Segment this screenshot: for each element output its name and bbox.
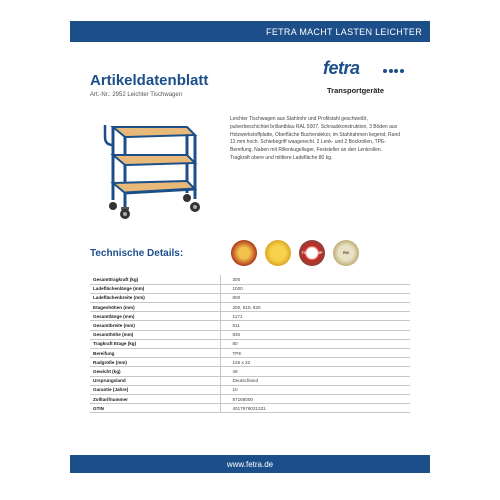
spec-label: GTIN bbox=[90, 404, 220, 413]
totalstop-seal-icon bbox=[299, 240, 325, 266]
spec-value: 1171 bbox=[220, 312, 410, 321]
quality-seal-icon bbox=[231, 240, 257, 266]
spec-value: 4017976021331 bbox=[220, 404, 410, 413]
logo-tagline: Transportgeräte bbox=[327, 86, 385, 95]
table-row bbox=[90, 312, 410, 321]
logo-wordmark: fetra bbox=[323, 58, 360, 78]
spec-label: Radgröße (mm) bbox=[90, 358, 220, 367]
spec-label: Gesamthöhe (mm) bbox=[90, 330, 220, 339]
spec-label: Gesamttragkraft (kg) bbox=[90, 275, 220, 284]
spec-label: Gewicht (kg) bbox=[90, 367, 220, 376]
datasheet-page bbox=[70, 0, 430, 500]
spec-value: Deutschland bbox=[220, 376, 410, 385]
spec-value: 80 bbox=[220, 339, 410, 348]
spec-value: TPE bbox=[220, 349, 410, 358]
spec-label: Ursprungsland bbox=[90, 376, 220, 385]
table-row bbox=[90, 330, 410, 339]
seal-label: RIX bbox=[343, 251, 349, 255]
table-row bbox=[90, 394, 410, 403]
footer-url[interactable]: www.fetra.de bbox=[226, 459, 274, 469]
spec-label: Ladeflächenbreite (mm) bbox=[90, 293, 220, 302]
document-title: Artikeldatenblatt bbox=[90, 72, 209, 89]
spec-label: Tragkraft Etage (kg) bbox=[90, 339, 220, 348]
spec-value: 830 bbox=[220, 330, 410, 339]
spec-value: 49 bbox=[220, 367, 410, 376]
spec-value: 200, 510, 820 bbox=[220, 303, 410, 312]
product-description: Leichter Tischwagen aus Stahlrohr und Profilstahl geschweißt, pulverbeschichtet brillantblau RAL 5007. Schraubkonstruktion, 3 Böden aus Holzwerkstoffplatte, Oberfläche Buchendekor, im Stahlrahmen liegend, Rand 12 mm hoch. Schiebegriff waagerecht. 2 Lenk- und 2 Bockrollen, TPE-Bereifung, Naben mit Rillenkugellager, Feststeller an den Lenkrollen. Tragkraft obere und mittlere Ladefläche 80 kg. bbox=[230, 116, 401, 161]
footer-bar bbox=[70, 455, 430, 473]
made-in-germany-seal-icon bbox=[265, 240, 291, 266]
table-row bbox=[90, 275, 410, 284]
table-trolley-image bbox=[95, 115, 205, 220]
table-row bbox=[90, 367, 410, 376]
table-row bbox=[90, 349, 410, 358]
table-row bbox=[90, 303, 410, 312]
spec-label: Bereifung bbox=[90, 349, 220, 358]
table-row bbox=[90, 358, 410, 367]
table-row bbox=[90, 404, 410, 413]
spec-value: 10 bbox=[220, 385, 410, 394]
spec-label: Gesamtlänge (mm) bbox=[90, 312, 220, 321]
logo-dots-icon bbox=[383, 69, 404, 73]
spec-table bbox=[90, 275, 410, 413]
header-bar bbox=[70, 21, 430, 42]
table-row bbox=[90, 284, 410, 293]
rix-seal-icon bbox=[333, 240, 359, 266]
quality-seals bbox=[231, 240, 411, 270]
spec-value: 87168000 bbox=[220, 394, 410, 403]
table-row bbox=[90, 293, 410, 302]
spec-value: 300 bbox=[220, 275, 410, 284]
spec-value: 611 bbox=[220, 321, 410, 330]
technical-details-heading: Technische Details: bbox=[90, 248, 184, 259]
spec-value: 125 x 32 bbox=[220, 358, 410, 367]
header-tagline: FETRA MACHT LASTEN LEICHTER bbox=[266, 26, 422, 37]
table-row bbox=[90, 385, 410, 394]
spec-label: Zolltarifnummer bbox=[90, 394, 220, 403]
spec-label: Etagenhöhen (mm) bbox=[90, 303, 220, 312]
fetra-logo bbox=[323, 58, 403, 98]
table-row bbox=[90, 339, 410, 348]
table-row bbox=[90, 376, 410, 385]
spec-label: Ladeflächenlänge (mm) bbox=[90, 284, 220, 293]
spec-label: Garantie (Jahre) bbox=[90, 385, 220, 394]
table-row bbox=[90, 321, 410, 330]
article-number: Art.-Nr.: 2952 Leichter Tischwagen bbox=[90, 92, 183, 98]
spec-label: Gesamtbreite (mm) bbox=[90, 321, 220, 330]
seal-label: TOTALSTOP bbox=[301, 251, 323, 255]
spec-value: 1000 bbox=[220, 284, 410, 293]
spec-value: 600 bbox=[220, 293, 410, 302]
